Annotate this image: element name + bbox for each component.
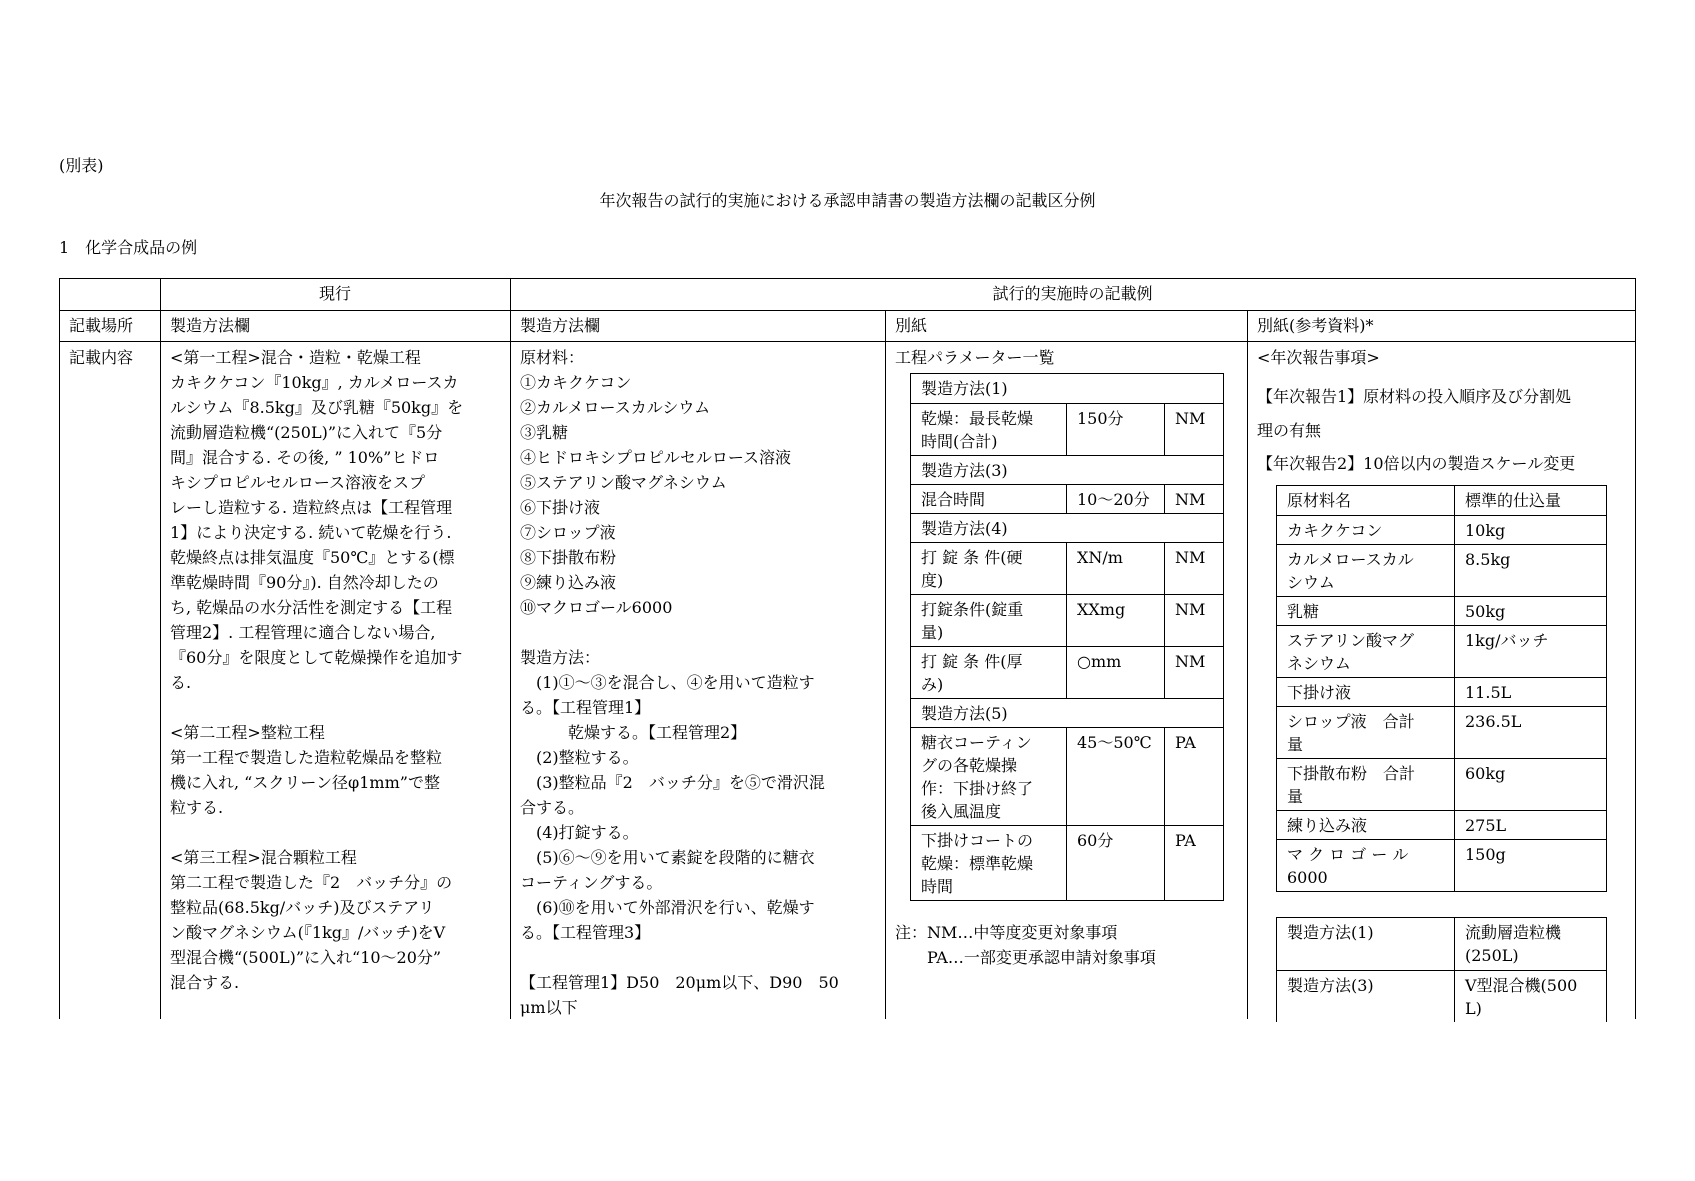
material-qty bbox=[1454, 811, 1605, 839]
material-qty bbox=[1454, 678, 1605, 706]
text-line: XN/m bbox=[1077, 548, 1123, 567]
text-line: る。【工程管理3】 bbox=[520, 923, 651, 942]
text-line: 乾燥：標準乾燥 bbox=[921, 854, 1034, 873]
text-line: 理の有無 bbox=[1257, 421, 1322, 440]
table-row bbox=[911, 513, 1223, 542]
parameter-item bbox=[911, 826, 1066, 900]
header-current: 現行 bbox=[318, 284, 351, 303]
text-line: ⑧下掛散布粉 bbox=[520, 548, 617, 567]
text-line: PA bbox=[1175, 733, 1196, 752]
text-line: 後入風温度 bbox=[921, 802, 1002, 821]
text-line: ン酸マグネシウム(『1kg』/バッチ)をV bbox=[170, 923, 446, 942]
text-line: 度) bbox=[921, 571, 944, 590]
text-line: ○mm bbox=[1077, 652, 1122, 671]
annex-title-cell bbox=[885, 345, 1247, 370]
text-line: 6000 bbox=[1287, 868, 1328, 887]
text-line: 流動層造粒機 bbox=[1465, 923, 1562, 942]
text-line: ルシウム『8.5kg』及び乳糖『50kg』を bbox=[170, 398, 464, 417]
material-name bbox=[1277, 811, 1454, 839]
current-method-cell bbox=[160, 345, 510, 995]
text-line: カキクケコン bbox=[1287, 521, 1383, 540]
text-line: 60kg bbox=[1465, 764, 1506, 783]
text-line: L) bbox=[1465, 999, 1482, 1018]
text-line: グの各乾燥操 bbox=[921, 756, 1018, 775]
text-line: 8.5kg bbox=[1465, 550, 1511, 569]
row-label-place: 記載場所 bbox=[69, 316, 134, 335]
text-line: ⑨練り込み液 bbox=[520, 573, 617, 592]
text-line: 乳糖 bbox=[1287, 602, 1320, 621]
method-steps bbox=[520, 645, 885, 945]
material-qty bbox=[1454, 707, 1605, 758]
parameter-item bbox=[911, 485, 1066, 513]
parameter-class bbox=[1164, 595, 1222, 646]
step3-text bbox=[170, 845, 510, 995]
text-line: (1)①～③を混合し、④を用いて造粒す bbox=[520, 673, 815, 692]
text-line: ネシウム bbox=[1287, 654, 1351, 673]
text-line: (5)⑥～⑨を用いて素錠を段階的に糖衣 bbox=[520, 848, 815, 867]
text-line: 量 bbox=[1287, 735, 1304, 754]
text-line: 乾燥する。【工程管理2】 bbox=[520, 723, 747, 742]
table-row bbox=[911, 542, 1223, 594]
table-row bbox=[1277, 758, 1606, 810]
table-border-right bbox=[1635, 278, 1636, 1019]
text-line: 流動層造粒機“(250L)”に入れて『5分 bbox=[170, 423, 443, 442]
parameter-class bbox=[1164, 543, 1222, 594]
text-line: 練り込み液 bbox=[1287, 816, 1368, 835]
parameter-value bbox=[1066, 728, 1164, 825]
text-line: (3)整粒品『2 バッチ分』を⑤で滑沢混 bbox=[520, 773, 825, 792]
report1-text bbox=[1257, 380, 1635, 448]
text-line: 時間(合計) bbox=[921, 432, 998, 451]
text-line: 1kg/バッチ bbox=[1465, 631, 1549, 650]
text-line: カルメロースカル bbox=[1287, 550, 1414, 569]
parameter-value bbox=[1066, 543, 1164, 594]
table-row bbox=[911, 646, 1223, 698]
material-name bbox=[1277, 759, 1454, 810]
material-name bbox=[1277, 516, 1454, 544]
text-line: 275L bbox=[1465, 816, 1507, 835]
text-line: (6)⑩を用いて外部滑沢を行い、乾燥す bbox=[520, 898, 815, 917]
parameter-class bbox=[1164, 485, 1222, 513]
text-line: 原材料名 bbox=[1287, 491, 1352, 510]
text-line: ⑦シロップ液 bbox=[520, 523, 616, 542]
text-line: ⑥下掛け液 bbox=[520, 498, 601, 517]
text-line: <第一工程>混合・造粒・乾燥工程 bbox=[170, 348, 421, 367]
text-line: キシプロピルセルロース溶液をスプ bbox=[170, 473, 426, 492]
text-line: 下掛けコートの bbox=[921, 831, 1034, 850]
trial-method-cell bbox=[510, 345, 885, 1020]
text-line: PA bbox=[1175, 831, 1196, 850]
parameter-section bbox=[911, 699, 1222, 727]
table-row bbox=[911, 374, 1223, 403]
annex-ref-top bbox=[1247, 345, 1635, 480]
text-line: 時間 bbox=[921, 877, 954, 896]
parameter-value bbox=[1066, 647, 1164, 698]
text-line: 製造方法(5) bbox=[921, 704, 1008, 723]
table-row bbox=[911, 403, 1223, 455]
material-name bbox=[1277, 840, 1454, 891]
material-name bbox=[1277, 545, 1454, 596]
process-control-text bbox=[520, 970, 885, 1020]
text-line: 粒する. bbox=[170, 798, 224, 817]
text-line: ち, 乾燥品の水分活性を測定する【工程 bbox=[170, 598, 453, 617]
text-line: NM bbox=[1175, 652, 1206, 671]
parameter-table bbox=[910, 373, 1224, 901]
text-line: 打錠条件(錠重 bbox=[921, 600, 1024, 619]
table-row bbox=[911, 484, 1223, 513]
text-line: レーし造粒する. 造粒終点は【工程管理 bbox=[170, 498, 453, 517]
materials-header-name bbox=[1277, 486, 1454, 515]
parameter-item bbox=[911, 647, 1066, 698]
text-line: 標準的仕込量 bbox=[1465, 491, 1562, 510]
text-line: 乾燥終点は排気温度『50℃』とする(標 bbox=[170, 548, 455, 567]
material-name bbox=[1277, 678, 1454, 706]
annex-label: (別表) bbox=[59, 156, 104, 175]
parameter-class bbox=[1164, 728, 1222, 825]
materials-list bbox=[520, 345, 885, 620]
text-line: μm以下 bbox=[520, 998, 578, 1017]
text-line: 製造方法(3) bbox=[1287, 976, 1374, 995]
parameter-section bbox=[911, 374, 1222, 403]
material-qty bbox=[1454, 597, 1605, 625]
text-line: 150g bbox=[1465, 845, 1506, 864]
text-line: 量 bbox=[1287, 787, 1304, 806]
text-line: 合する。 bbox=[520, 798, 585, 817]
parameter-class bbox=[1164, 826, 1222, 900]
parameter-class bbox=[1164, 647, 1222, 698]
table-row bbox=[1277, 970, 1606, 1022]
table-row bbox=[1277, 515, 1606, 544]
text-line: 製造方法(1) bbox=[1287, 923, 1374, 942]
text-line: 1】により決定する. 続いて乾燥を行う. bbox=[170, 523, 452, 542]
table-row bbox=[1277, 839, 1606, 891]
annex-title: 工程パラメーター一覧 bbox=[895, 348, 1055, 367]
col-annex: 別紙 bbox=[895, 316, 928, 335]
text-line: XXmg bbox=[1077, 600, 1126, 619]
table-row bbox=[911, 455, 1223, 484]
text-line: 製造方法(4) bbox=[921, 519, 1008, 538]
text-line: 打 錠 条 件(硬 bbox=[921, 548, 1023, 567]
text-line: ①カキクケコン bbox=[520, 373, 632, 392]
text-line: 第二工程で製造した『2 バッチ分』の bbox=[170, 873, 453, 892]
text-line: 製造方法(3) bbox=[921, 461, 1008, 480]
text-line: ④ヒドロキシプロピルセルロース溶液 bbox=[520, 448, 792, 467]
table-row bbox=[911, 727, 1223, 825]
material-name bbox=[1277, 626, 1454, 677]
text-line: V型混合機(500 bbox=[1465, 976, 1578, 995]
text-line: み) bbox=[921, 675, 944, 694]
equipment-table bbox=[1276, 917, 1607, 1022]
parameter-section bbox=[911, 514, 1222, 542]
text-line: 製造方法(1) bbox=[921, 379, 1008, 398]
table-row bbox=[911, 825, 1223, 900]
material-name bbox=[1277, 597, 1454, 625]
table-row-divider bbox=[59, 341, 1636, 342]
text-line: ステアリン酸マグ bbox=[1287, 631, 1415, 650]
text-line: シロップ液 合計 bbox=[1287, 712, 1415, 731]
text-line: 10～20分 bbox=[1077, 490, 1150, 509]
text-line: 間』混合する. その後, ” 10%”ヒドロ bbox=[170, 448, 440, 467]
text-line: 糖衣コーティン bbox=[921, 733, 1032, 752]
equipment-step bbox=[1277, 971, 1454, 1022]
parameter-value bbox=[1066, 404, 1164, 455]
parameter-item bbox=[911, 595, 1066, 646]
text-line: 45～50℃ bbox=[1077, 733, 1152, 752]
parameter-value bbox=[1066, 826, 1164, 900]
text-line: 打 錠 条 件(厚 bbox=[921, 652, 1023, 671]
text-line: 混合時間 bbox=[921, 490, 986, 509]
table-border-left bbox=[59, 278, 60, 1019]
table-row bbox=[911, 594, 1223, 646]
materials-table bbox=[1276, 485, 1607, 892]
text-line: 第一工程で製造した造粒乾燥品を整粒 bbox=[170, 748, 443, 767]
step1-text bbox=[170, 345, 510, 695]
table-row bbox=[911, 698, 1223, 727]
text-line: (250L) bbox=[1465, 946, 1519, 965]
text-line: 下掛散布粉 合計 bbox=[1287, 764, 1416, 783]
text-line: NM bbox=[1175, 409, 1206, 428]
parameter-class bbox=[1164, 404, 1222, 455]
table-row bbox=[1277, 544, 1606, 596]
text-line: 作：下掛け終了 bbox=[921, 779, 1034, 798]
document-title: 年次報告の試行的実施における承認申請書の製造方法欄の記載区分例 bbox=[599, 191, 1096, 210]
text-line: 50kg bbox=[1465, 602, 1506, 621]
step2-text bbox=[170, 720, 510, 820]
text-line: 準乾燥時間『90分』). 自然冷却したの bbox=[170, 573, 439, 592]
col-current-method: 製造方法欄 bbox=[170, 316, 251, 335]
text-line: 機に入れ, “スクリーン径φ1mm”で整 bbox=[170, 773, 440, 792]
material-qty bbox=[1454, 516, 1605, 544]
row-label-content: 記載内容 bbox=[69, 348, 134, 367]
text-line: ③乳糖 bbox=[520, 423, 569, 442]
text-line: 【工程管理1】D50 20μm以下、D90 50 bbox=[520, 973, 839, 992]
parameter-value bbox=[1066, 485, 1164, 513]
equipment-machine bbox=[1454, 918, 1605, 970]
table-row-divider bbox=[59, 310, 1636, 311]
text-line: ②カルメロースカルシウム bbox=[520, 398, 711, 417]
text-line: 乾燥：最長乾燥 bbox=[921, 409, 1034, 428]
text-line: 60分 bbox=[1077, 831, 1114, 850]
header-trial: 試行的実施時の記載例 bbox=[992, 284, 1153, 303]
col-trial-method: 製造方法欄 bbox=[520, 316, 601, 335]
table-row bbox=[1277, 596, 1606, 625]
text-line: 11.5L bbox=[1465, 683, 1512, 702]
table-row bbox=[1277, 706, 1606, 758]
row-label-content-cell bbox=[59, 345, 160, 370]
text-line: シウム bbox=[1287, 573, 1335, 592]
text-line: (4)打錠する。 bbox=[520, 823, 639, 842]
table-row bbox=[1277, 810, 1606, 839]
parameter-section bbox=[911, 456, 1222, 484]
text-line: 整粒品(68.5kg/バッチ)及びステアリ bbox=[170, 898, 435, 917]
parameter-item bbox=[911, 728, 1066, 825]
text-line: 10kg bbox=[1465, 521, 1506, 540]
section-heading: 1 化学合成品の例 bbox=[59, 238, 198, 257]
text-line: る. bbox=[170, 673, 192, 692]
text-line: NM bbox=[1175, 548, 1206, 567]
text-line: 管理2】. 工程管理に適合しない場合, bbox=[170, 623, 436, 642]
text-line: コーティングする。 bbox=[520, 873, 663, 892]
text-line: ⑤ステアリン酸マグネシウム bbox=[520, 473, 727, 492]
text-line: 注：NM…中等度変更対象事項 bbox=[895, 923, 1118, 942]
text-line: 『60分』を限度として乾燥操作を追加す bbox=[170, 648, 463, 667]
material-qty bbox=[1454, 626, 1605, 677]
equipment-step bbox=[1277, 918, 1454, 970]
text-line: マ ク ロ ゴ ー ル bbox=[1287, 845, 1409, 864]
text-line: NM bbox=[1175, 490, 1206, 509]
text-line: カキクケコン『10kg』, カルメロースカ bbox=[170, 373, 459, 392]
text-line: <第二工程>整粒工程 bbox=[170, 723, 325, 742]
text-line: 製造方法： bbox=[520, 648, 601, 667]
annual-report-heading: <年次報告事項> bbox=[1257, 348, 1380, 367]
text-line: (2)整粒する。 bbox=[520, 748, 639, 767]
text-line: 量) bbox=[921, 623, 944, 642]
text-line: ⑩マクロゴール6000 bbox=[520, 598, 673, 617]
table-row bbox=[1277, 625, 1606, 677]
text-line: 150分 bbox=[1077, 409, 1124, 428]
material-qty bbox=[1454, 840, 1605, 891]
text-line: NM bbox=[1175, 600, 1206, 619]
text-line: 型混合機“(500L)”に入れ“10～20分” bbox=[170, 948, 442, 967]
text-line: 236.5L bbox=[1465, 712, 1522, 731]
parameter-value bbox=[1066, 595, 1164, 646]
table-column-divider bbox=[885, 310, 886, 1019]
material-qty bbox=[1454, 545, 1605, 596]
annex-notes bbox=[885, 920, 1247, 970]
text-line: 【年次報告1】原材料の投入順序及び分割処 bbox=[1257, 387, 1572, 406]
table-row bbox=[1277, 677, 1606, 706]
text-line: 下掛け液 bbox=[1287, 683, 1352, 702]
parameter-item bbox=[911, 404, 1066, 455]
material-qty bbox=[1454, 759, 1605, 810]
text-line: る。【工程管理1】 bbox=[520, 698, 651, 717]
text-line: PA…一部変更承認申請対象事項 bbox=[895, 948, 1156, 967]
material-name bbox=[1277, 707, 1454, 758]
equipment-machine bbox=[1454, 971, 1605, 1022]
materials-header-qty bbox=[1454, 486, 1605, 515]
text-line: 混合する. bbox=[170, 973, 240, 992]
table-row bbox=[1277, 918, 1606, 970]
table-row bbox=[1277, 486, 1606, 515]
text-line: <第三工程>混合顆粒工程 bbox=[170, 848, 357, 867]
text-line: 原材料： bbox=[520, 348, 585, 367]
report2-text: 【年次報告2】10倍以内の製造スケール変更 bbox=[1257, 454, 1576, 473]
col-annex-ref: 別紙(参考資料)* bbox=[1257, 316, 1374, 335]
parameter-item bbox=[911, 543, 1066, 594]
